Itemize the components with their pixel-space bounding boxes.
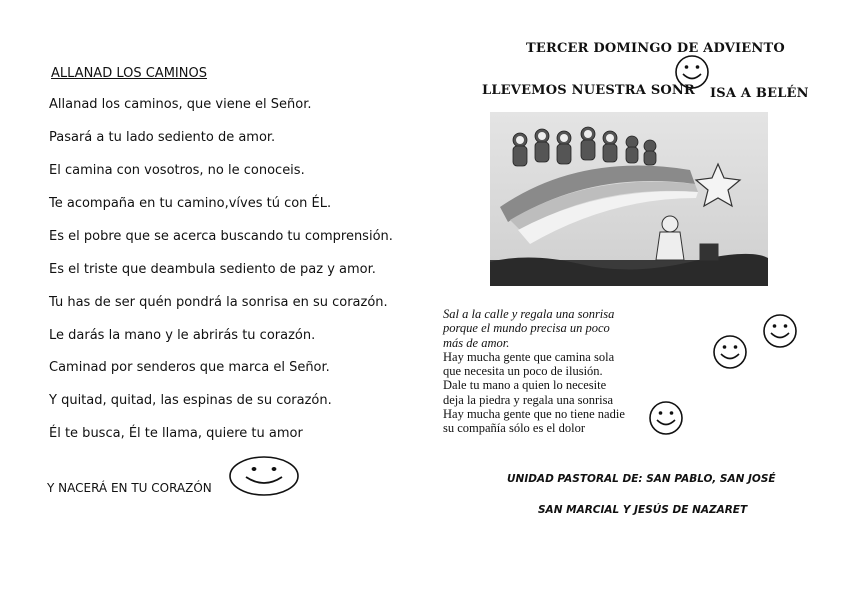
smiley-face-icon	[674, 54, 710, 90]
song-line-11: Él te busca, Él te llama, quiere tu amor	[49, 426, 303, 441]
subtitle-part-2: ISA A BELÉN	[710, 86, 809, 101]
footer-parish-line-2: SAN MARCIAL Y JESÚS DE NAZARET	[538, 504, 748, 516]
song-line-1: Allanad los caminos, que viene el Señor.	[49, 97, 312, 112]
footer-parish-line-1: UNIDAD PASTORAL DE: SAN PABLO, SAN JOSÉ	[507, 473, 776, 485]
poem-line-1: Sal a la calle y regala una sonrisa	[443, 307, 615, 321]
song-line-5: Es el pobre que se acerca buscando tu comprensión.	[49, 229, 393, 244]
subtitle-part-1: LLEVEMOS NUESTRA SONR	[482, 83, 696, 98]
poem-line-9: su compañía sólo es el dolor	[443, 421, 585, 436]
poem-line-2: porque el mundo precisa un poco	[443, 321, 610, 336]
song-line-8: Le darás la mano y le abrirás tu corazón.	[49, 328, 316, 343]
illustration-children-on-rainbow	[490, 112, 768, 286]
poem-line-6: Dale tu mano a quien lo necesite	[443, 378, 607, 393]
song-line-7: Tu has de ser quén pondrá la sonrisa en su corazón.	[49, 295, 388, 310]
poem-line-7: deja la piedra y regala una sonrisa	[443, 392, 614, 407]
closing-line: Y NACERÁ EN TU CORAZÓN	[47, 481, 212, 495]
song-line-9: Caminad por senderos que marca el Señor.	[49, 360, 330, 375]
song-line-10: Y quitad, quitad, las espinas de su corazón.	[49, 393, 332, 408]
smiley-face-icon	[762, 313, 798, 349]
poem-line-3: más de amor.	[443, 335, 510, 350]
smiley-face-icon	[712, 334, 748, 370]
poem-line-5: que necesita un poco de ilusión.	[443, 364, 603, 379]
song-line-2: Pasará a tu lado sediento de amor.	[49, 130, 276, 145]
poem-line-8: Hay mucha gente que no tiene nadie	[443, 407, 625, 422]
smiley-face-icon	[228, 455, 300, 497]
song-line-6: Es el triste que deambula sediento de paz y amor.	[49, 262, 376, 277]
song-line-3: El camina con vosotros, no le conoceis.	[49, 163, 305, 178]
song-title: ALLANAD LOS CAMINOS	[51, 66, 207, 81]
poem-line-4: Hay mucha gente que camina sola	[443, 349, 615, 364]
sheet-title: TERCER DOMINGO DE ADVIENTO	[526, 41, 785, 56]
poem-block	[443, 307, 625, 436]
song-line-4: Te acompaña en tu camino,víves tú con ÉL.	[49, 196, 332, 211]
smiley-face-icon	[648, 400, 684, 436]
